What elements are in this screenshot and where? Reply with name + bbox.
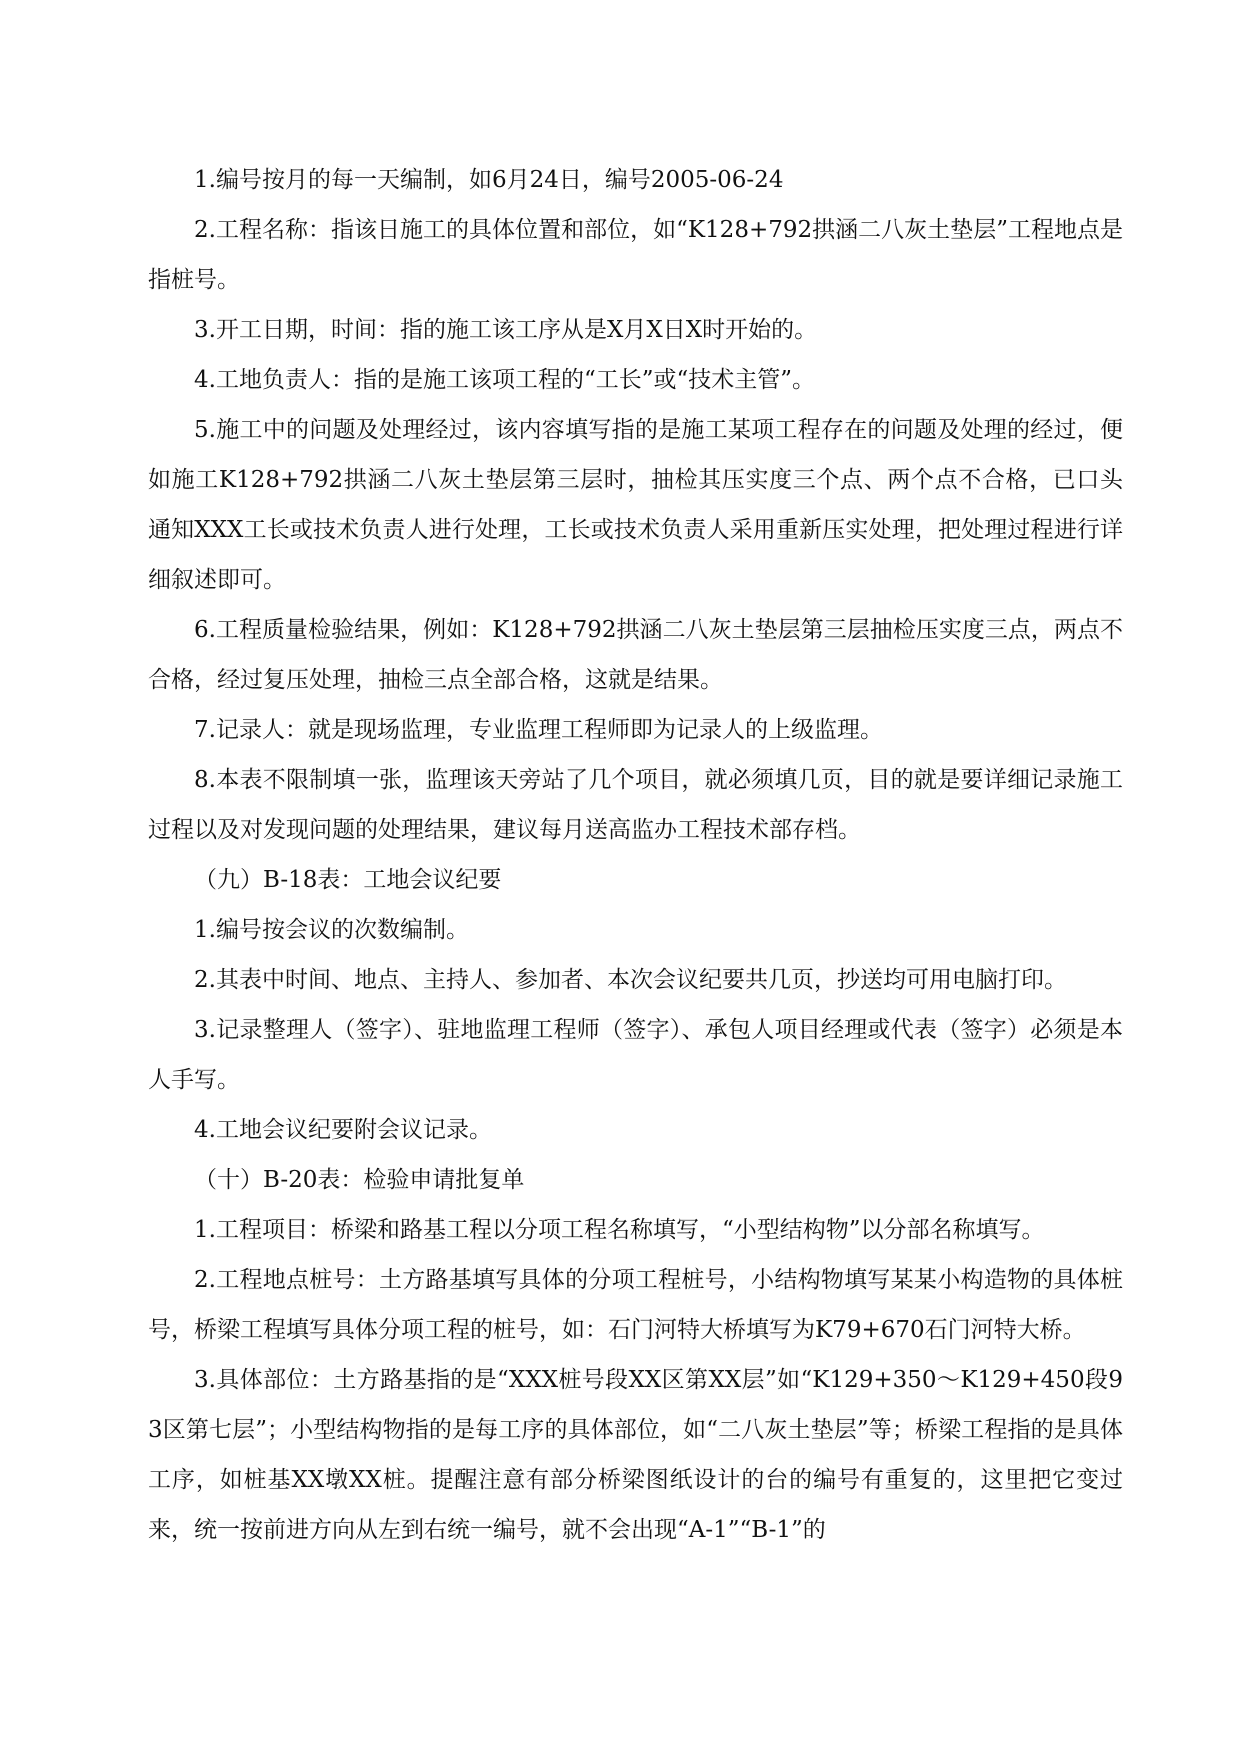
paragraph-b17-item-3: 3.开工日期，时间：指的施工该工序从是X月X日X时开始的。 [194,317,818,343]
paragraph-b18-item-1: 1.编号按会议的次数编制。 [194,917,469,943]
section-heading-b18: （九）B-18表：工地会议纪要 [194,867,502,893]
paragraph-b17-item-2: 2.工程名称：指该日施工的具体位置和部位，如“K128+792拱涵二八灰土垫层”工程地点是指桩号。 [148,217,1123,293]
paragraph-b18-item-3: 3.记录整理人（签字）、驻地监理工程师（签字）、承包人项目经理或代表（签字）必须是本人手写。 [148,1017,1123,1093]
paragraph-b20-item-1: 1.工程项目：桥梁和路基工程以分项工程名称填写，“小型结构物”以分部名称填写。 [194,1217,1045,1243]
document-body [148,155,1123,1555]
paragraph-b18-item-4: 4.工地会议纪要附会议记录。 [194,1117,492,1143]
paragraph-b17-item-6: 6.工程质量检验结果，例如：K128+792拱涵二八灰土垫层第三层抽检压实度三点，两点不合格，经过复压处理，抽检三点全部合格，这就是结果。 [148,617,1123,693]
paragraph-b18-item-2: 2.其表中时间、地点、主持人、参加者、本次会议纪要共几页，抄送均可用电脑打印。 [194,967,1067,993]
section-heading-b20: （十）B-20表：检验申请批复单 [194,1167,525,1193]
paragraph-b20-item-2: 2.工程地点桩号：土方路基填写具体的分项工程桩号，小结构物填写某某小构造物的具体桩号，桥梁工程填写具体分项工程的桩号，如：石门河特大桥填写为K79+670石门河特大桥。 [148,1267,1123,1343]
paragraph-b20-item-3: 3.具体部位：土方路基指的是“XXX桩号段XX区第XX层”如“K129+350～K129+450段93区第七层”；小型结构物指的是每工序的具体部位，如“二八灰土垫层”等；桥梁工程指的是具体工序，如桩基XX墩XX桩。提醒注意有部分桥梁图纸设计的台的编号有重复的，这里把它变过来，统一按前进方向从左到右统一编号，就不会出现“A-1”“B-1”的 [148,1367,1123,1543]
paragraph-b17-item-4: 4.工地负责人：指的是施工该项工程的“工长”或“技术主管”。 [194,367,815,393]
paragraph-b17-item-1: 1.编号按月的每一天编制，如6月24日，编号2005-06-24 [194,167,784,193]
paragraph-b17-item-7: 7.记录人：就是现场监理，专业监理工程师即为记录人的上级监理。 [194,717,883,743]
paragraph-b17-item-5: 5.施工中的问题及处理经过，该内容填写指的是施工某项工程存在的问题及处理的经过，便如施工K128+792拱涵二八灰土垫层第三层时，抽检其压实度三个点、两个点不合格，已口头通知XXX工长或技术负责人进行处理，工长或技术负责人采用重新压实处理，把处理过程进行详细叙述即可。 [148,417,1123,593]
paragraph-b17-item-8: 8.本表不限制填一张，监理该天旁站了几个项目，就必须填几页，目的就是要详细记录施工过程以及对发现问题的处理结果，建议每月送高监办工程技术部存档。 [148,767,1123,843]
